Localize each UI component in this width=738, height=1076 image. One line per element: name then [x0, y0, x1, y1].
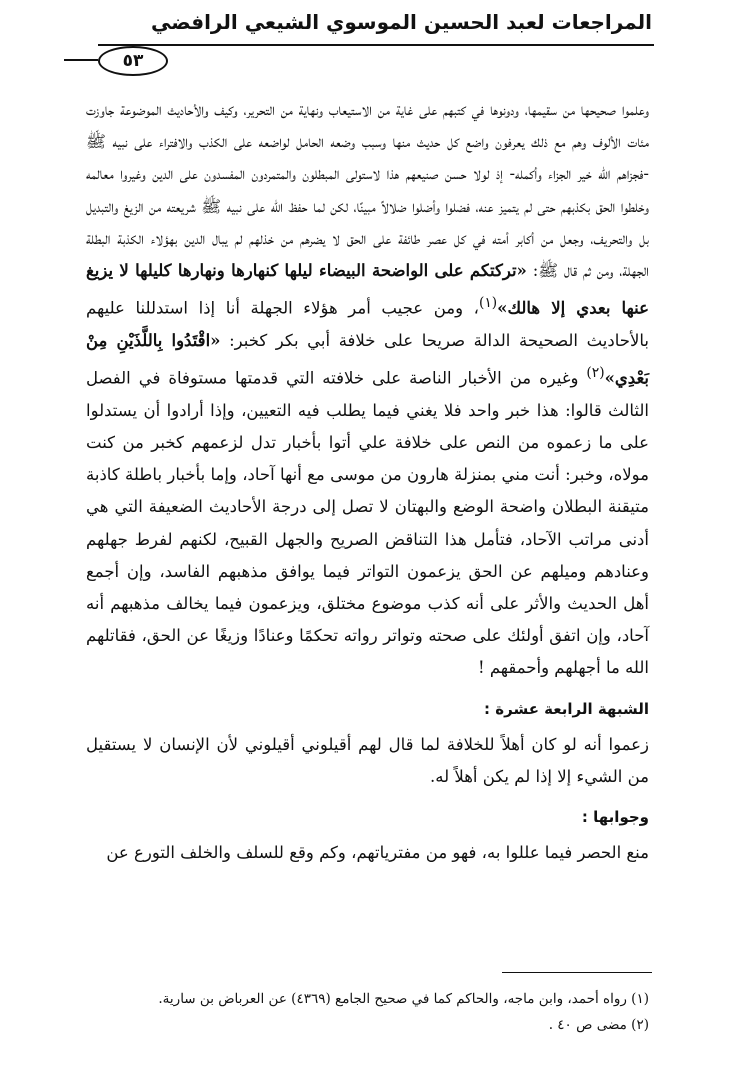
paragraph-1 — [86, 94, 649, 685]
hadith-quote: «تركتكم على الواضحة البيضاء ليلها كنهارها ونهارها كليلها لا يزيغ عنها بعدي إلا هالك» — [86, 261, 649, 318]
page-number-connector — [64, 59, 98, 61]
running-header-title: المراجعات لعبد الحسين الموسوي الشيعي الرافضي — [151, 10, 652, 34]
footnote-ref-1: (١) — [479, 295, 498, 312]
paragraph-1b-text: ، ومن عجيب أمر هؤلاء الجهلة أنا إذا استدللنا عليهم بالأحاديث الصحيحة الدالة صريحا على خلافة أبي بكر كخبر: — [86, 298, 650, 350]
paragraph-1-text: وعلموا صحيحها من سقيمها، ودونوها في كتبهم على غاية من الاستيعاب ونهاية من التحرير، وكيف والأحاديث الموضوعة جاوزت مئات الألوف وهم مع ذلك يعرفون واضع كل حديث منها وسبب وضعه الحامل لواضعه على الكذب والافتراء على نبيه ﷺ -فجزاهم الله خير الجزاء وأكمله- إذ لولا حسن صنيعهم هذا لاستولى المبطلون والمتمردون المفسدون على الدين وغيروا معالمه وخلطوا الحق بكذبهم حتى لم يتميز عنه، فضلوا وأضلوا ضلالاً مبينًا، لكن لما حفظ الله على نبيه ﷺ شريعته من الزيغ والتبديل بل والتحريف، وجعل من أكابر أمته في كل عصر طائفة على الحق لا يضرهم من خذلهم لم يبال الدين بهؤلاء الكذبة البطلة الجهلة، ومن ثم قال ﷺ: — [86, 100, 649, 281]
section-heading-14: الشبهة الرابعة عشرة : — [484, 699, 649, 718]
footnote-ref-2: (٢) — [586, 365, 605, 382]
answer-heading: وجوابها : — [581, 808, 649, 827]
page-number: ٥٣ — [98, 46, 168, 76]
footnote-rule — [502, 972, 652, 973]
paragraph-1c-text: وغيره من الأخبار الناصة على خلافته التي قدمتها مستوفاة في الفصل الثالث قالوا: هذا خبر واحد فلا يغني فيما يطلب فيه التعيين، وإذا أرادوا أن يستدلوا على ما زعموه من النص على خلافة علي أتوا بأخبار تدل لزعمهم كخبر من كنت مولاه، وخبر: أنت مني بمنزلة هارون من موسى مع أنها آحاد، وإما بأخبار باطلة كاذبة متيقنة البطلان واضحة الوضع والبهتان لا تصل إلى درجة الأحاديث الضعيفة التي هي أدنى مراتب الآحاد، فتأمل هذا التناقض الصريح والجهل القبيح، لكنهم لفرط جهلهم وعنادهم وميلهم عن الحق يزعمون التواتر فيما يوافق مذهبهم الفاسد، وإن أجمع أهل الحديث والأثر على أنه كذب موضوع مختلق، ويزعمون فيما يخالف مذهبهم أنه آحاد، وإن اتفق أولئك على صحته وتواتر رواته تحكمًا وعنادًا وزيغًا عن الحق، فقاتلهم الله ما أجهلهم وأحمقهم ! — [86, 368, 649, 678]
paragraph-2: زعموا أنه لو كان أهلاً للخلافة لما قال لهم أقيلوني أقيلوني لأن الإنسان لا يستقيل من الشيء إلا إذا لم يكن أهلاً له. — [86, 734, 649, 787]
paragraph-3: منع الحصر فيما عللوا به، فهو من مفترياتهم، وكم وقع للسلف والخلف التورع عن — [106, 843, 649, 863]
footnote-2: (٢) مضى ص ٤٠ . — [548, 1017, 649, 1033]
header-rule — [98, 44, 654, 46]
footnote-1: (١) رواه أحمد، وابن ماجه، والحاكم كما في صحيح الجامع (٤٣٦٩) عن العرباض بن سارية. — [158, 991, 649, 1007]
hadith-quote-2: «اقْتَدُوا بِاللَّذَيْنِ مِنْ بَعْدِي» — [86, 330, 650, 388]
footnotes — [86, 986, 649, 1038]
main-text — [86, 94, 649, 870]
